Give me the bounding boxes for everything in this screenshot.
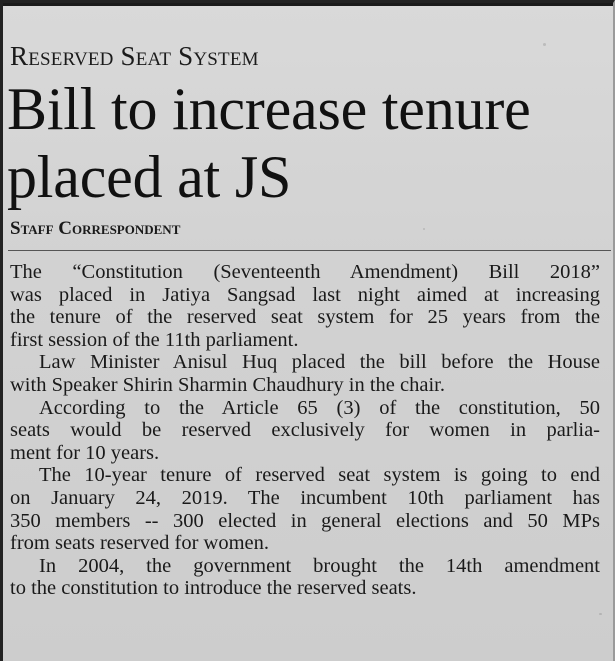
paragraph-5 bbox=[10, 555, 600, 600]
text-line: first session of the 11th parliament. bbox=[10, 328, 299, 351]
headline-line: Bill to increase tenure bbox=[7, 76, 531, 142]
text-line: 350 members -- 300 elected in general elections and 50 MPs bbox=[10, 509, 600, 532]
byline-divider bbox=[8, 250, 611, 251]
text-line: seats would be reserved exclusively for women in parlia- bbox=[10, 419, 600, 442]
headline-line: placed at JS bbox=[7, 144, 292, 210]
headline bbox=[7, 75, 612, 211]
paragraph-4 bbox=[10, 464, 600, 554]
section-kicker: Reserved Seat System bbox=[10, 41, 259, 71]
text-line: According to the Article 65 (3) of the constitution, 50 bbox=[39, 396, 600, 419]
text-line: The 10-year tenure of reserved seat system is going to end bbox=[39, 464, 600, 487]
paper-speck bbox=[423, 228, 425, 230]
paragraph-1 bbox=[10, 261, 600, 351]
byline: Staff Correspondent bbox=[10, 218, 181, 239]
top-border bbox=[3, 3, 615, 6]
text-line: In 2004, the government brought the 14th amendment bbox=[39, 554, 600, 577]
paper-speck bbox=[599, 613, 602, 615]
paragraph-3 bbox=[10, 397, 600, 465]
paper-speck bbox=[543, 43, 546, 46]
text-line: with Speaker Shirin Sharmin Chaudhury in the chair. bbox=[10, 373, 445, 396]
text-line: from seats reserved for women. bbox=[10, 532, 270, 555]
text-line: ment for 10 years. bbox=[10, 441, 160, 464]
paragraph-2 bbox=[10, 351, 600, 396]
text-line: was placed in Jatiya Sangsad last night aimed at increasing bbox=[10, 283, 600, 306]
text-line: the tenure of the reserved seat system for 25 years from the bbox=[10, 306, 600, 329]
text-line: on January 24, 2019. The incumbent 10th parliament has bbox=[10, 486, 600, 509]
text-line: Law Minister Anisul Huq placed the bill before the House bbox=[39, 351, 600, 374]
text-line: to the constitution to introduce the reserved seats. bbox=[10, 577, 417, 600]
article-body bbox=[10, 261, 600, 600]
text-line: The “Constitution (Seventeenth Amendment) Bill 2018” bbox=[10, 261, 600, 283]
